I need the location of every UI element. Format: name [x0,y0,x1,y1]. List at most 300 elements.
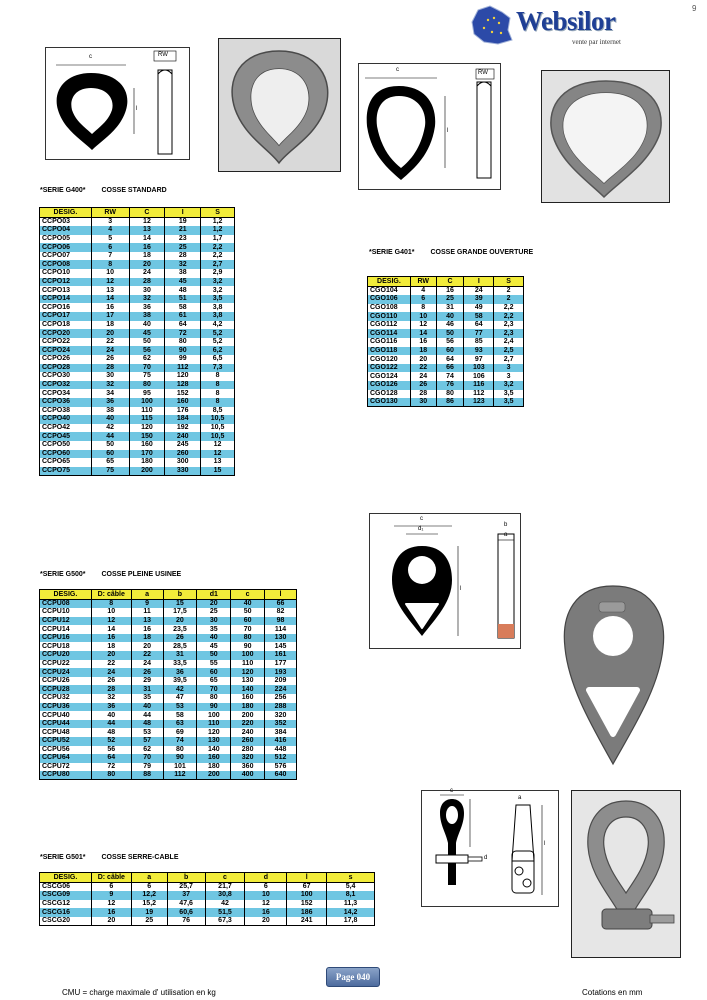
value-cell: 18 [129,252,165,261]
table-row [368,295,524,304]
value-cell: 24 [464,287,494,296]
value-cell: 10,5 [201,432,235,441]
dim-l-label: l [447,128,449,134]
value-cell: 48 [165,286,201,295]
column-header: l [287,873,327,883]
column-header: D: câble [91,590,131,600]
value-cell: 20 [131,642,163,651]
value-cell: 51 [165,295,201,304]
value-cell: 24 [410,372,436,381]
designation-cell: CGO108 [368,304,411,313]
dim-l-label: l [544,841,546,847]
designation-cell: CGO114 [368,329,411,338]
value-cell: 6 [131,883,167,892]
value-cell: 16 [245,908,287,917]
designation-cell: CGO110 [368,312,411,321]
value-cell: 8 [201,398,235,407]
value-cell: 61 [165,312,201,321]
value-cell: 38 [165,269,201,278]
value-cell: 576 [265,763,297,772]
value-cell: 8 [91,600,131,609]
value-cell: 180 [129,458,165,467]
value-cell: 40 [91,711,131,720]
value-cell: 47,6 [167,900,205,909]
value-cell: 82 [265,608,297,617]
value-cell: 80 [163,746,197,755]
dim-rw-label: RW [478,70,488,76]
dim-c-label: c [89,54,92,60]
value-cell: 360 [231,763,265,772]
value-cell: 5,2 [201,338,235,347]
value-cell: 260 [165,450,201,459]
designation-cell: CCPU32 [40,694,92,703]
value-cell: 2 [494,287,524,296]
series-title: COSSE PLEINE USINEE [101,571,182,578]
value-cell: 70 [197,685,231,694]
value-cell: 93 [464,347,494,356]
value-cell: 64 [464,321,494,330]
value-cell: 116 [464,381,494,390]
value-cell: 50 [129,338,165,347]
value-cell: 209 [265,677,297,686]
value-cell: 22 [131,651,163,660]
value-cell: 16 [91,908,131,917]
value-cell: 3,5 [494,398,524,407]
value-cell: 2 [494,295,524,304]
designation-cell: CCPO16 [40,303,92,312]
table-row [40,642,297,651]
dim-a-label: a [518,795,522,801]
value-cell: 32 [91,381,129,390]
value-cell: 8 [201,389,235,398]
table-row [368,321,524,330]
value-cell: 64 [165,321,201,330]
value-cell: 24 [131,660,163,669]
value-cell: 44 [91,720,131,729]
value-cell: 110 [231,660,265,669]
table-row [40,243,235,252]
websilor-logo [468,4,640,48]
value-cell: 60 [436,347,464,356]
value-cell: 416 [265,737,297,746]
value-cell: 3 [494,364,524,373]
value-cell: 38 [91,407,129,416]
designation-cell: CCPU40 [40,711,92,720]
value-cell: 63 [163,720,197,729]
value-cell: 140 [231,685,265,694]
column-header: b [163,590,197,600]
value-cell: 99 [165,355,201,364]
value-cell: 26 [163,634,197,643]
table-row [368,398,524,407]
designation-cell: CCPO26 [40,355,92,364]
value-cell: 145 [265,642,297,651]
value-cell: 180 [231,703,265,712]
value-cell: 44 [91,432,129,441]
designation-cell: CCPU56 [40,746,92,755]
value-cell: 67,3 [205,917,245,926]
value-cell: 64 [91,754,131,763]
designation-cell: CGO124 [368,372,411,381]
value-cell: 106 [464,372,494,381]
value-cell: 6,2 [201,346,235,355]
g501-drawing [421,790,559,907]
value-cell: 26 [410,381,436,390]
value-cell: 86 [436,398,464,407]
value-cell: 38 [129,312,165,321]
column-header: RW [410,277,436,287]
g401-table [367,276,524,407]
value-cell: 56 [129,346,165,355]
value-cell: 50 [231,608,265,617]
designation-cell: CCPO20 [40,329,92,338]
value-cell: 2,2 [201,252,235,261]
page-number-badge: Page 040 [326,967,380,987]
column-header: s [327,873,375,883]
value-cell: 200 [231,711,265,720]
table-row [368,312,524,321]
value-cell: 90 [231,642,265,651]
designation-cell: CCPO04 [40,226,92,235]
value-cell: 42 [163,685,197,694]
value-cell: 112 [464,390,494,399]
value-cell: 57 [131,737,163,746]
value-cell: 200 [197,771,231,780]
table-row [40,467,235,476]
table-row [40,269,235,278]
value-cell: 13 [91,286,129,295]
value-cell: 120 [231,668,265,677]
value-cell: 40 [131,703,163,712]
value-cell: 36 [129,303,165,312]
value-cell: 25 [165,243,201,252]
value-cell: 50 [436,329,464,338]
table-row [40,771,297,780]
value-cell: 8 [201,372,235,381]
value-cell: 88 [131,771,163,780]
value-cell: 152 [165,389,201,398]
value-cell: 3 [494,372,524,381]
value-cell: 17 [91,312,129,321]
value-cell: 58 [165,303,201,312]
value-cell: 100 [129,398,165,407]
value-cell: 110 [197,720,231,729]
value-cell: 15,2 [131,900,167,909]
table-row [40,278,235,287]
value-cell: 384 [265,728,297,737]
value-cell: 36 [91,398,129,407]
value-cell: 8,1 [327,891,375,900]
g500-photo [555,578,674,774]
designation-cell: CCPO18 [40,321,92,330]
designation-cell: CCPU14 [40,625,92,634]
value-cell: 112 [165,364,201,373]
value-cell: 2,7 [201,260,235,269]
value-cell: 39 [464,295,494,304]
table-row [368,364,524,373]
value-cell: 24 [91,668,131,677]
value-cell: 170 [129,450,165,459]
table-row [40,458,235,467]
value-cell: 26 [131,668,163,677]
value-cell: 8 [201,381,235,390]
value-cell: 24 [129,269,165,278]
designation-cell: CCPO07 [40,252,92,261]
value-cell: 100 [231,651,265,660]
value-cell: 2,5 [494,347,524,356]
value-cell: 5,4 [327,883,375,892]
value-cell: 16 [131,625,163,634]
value-cell: 161 [265,651,297,660]
column-header: DESIG. [40,873,92,883]
value-cell: 45 [165,278,201,287]
value-cell: 21 [165,226,201,235]
table-row [40,625,297,634]
value-cell: 100 [197,711,231,720]
designation-cell: CSCG12 [40,900,92,909]
value-cell: 30 [91,372,129,381]
value-cell: 22 [91,338,129,347]
g501-photo [571,790,681,958]
value-cell: 330 [165,467,201,476]
value-cell: 60 [231,617,265,626]
value-cell: 80 [197,694,231,703]
designation-cell: CCPO40 [40,415,92,424]
designation-cell: CGO120 [368,355,411,364]
value-cell: 16 [410,338,436,347]
value-cell: 90 [165,346,201,355]
value-cell: 70 [131,754,163,763]
table-row [40,677,297,686]
designation-cell: CGO122 [368,364,411,373]
value-cell: 352 [265,720,297,729]
value-cell: 56 [91,746,131,755]
table-row [40,608,297,617]
column-header: a [131,873,167,883]
g400-table [39,207,235,476]
value-cell: 300 [165,458,201,467]
designation-cell: CCPU16 [40,634,92,643]
value-cell: 8,5 [201,407,235,416]
value-cell: 2,7 [494,355,524,364]
value-cell: 47 [163,694,197,703]
value-cell: 6 [91,243,129,252]
table-row [40,711,297,720]
value-cell: 75 [91,467,129,476]
designation-cell: CCPO32 [40,381,92,390]
column-header: I [165,208,201,218]
dim-b-label: b [504,522,508,528]
series-code: *SERIE G501* [40,854,86,861]
value-cell: 53 [131,728,163,737]
value-cell: 19 [131,908,167,917]
value-cell: 23,5 [163,625,197,634]
value-cell: 74 [436,372,464,381]
value-cell: 9 [131,600,163,609]
value-cell: 160 [231,694,265,703]
column-header: b [167,873,205,883]
table-row [40,355,235,364]
value-cell: 130 [197,737,231,746]
value-cell: 10,5 [201,424,235,433]
value-cell: 37 [167,891,205,900]
value-cell: 65 [197,677,231,686]
column-header: D: câble [91,873,131,883]
table-row [368,390,524,399]
table-row [40,908,375,917]
value-cell: 12 [91,900,131,909]
value-cell: 5,2 [201,329,235,338]
value-cell: 42 [205,900,245,909]
table-row [40,617,297,626]
table-row [40,346,235,355]
value-cell: 36 [163,668,197,677]
value-cell: 110 [129,407,165,416]
value-cell: 31 [163,651,197,660]
value-cell: 60 [197,668,231,677]
dim-c-label: c [450,788,453,794]
table-row [40,364,235,373]
value-cell: 4,2 [201,321,235,330]
value-cell: 80 [231,634,265,643]
value-cell: 1,2 [201,218,235,227]
value-cell: 26 [91,355,129,364]
table-row [40,891,375,900]
value-cell: 72 [91,763,131,772]
value-cell: 114 [265,625,297,634]
dim-c-label: c [420,516,423,522]
table-row [40,746,297,755]
designation-cell: CCPO75 [40,467,92,476]
value-cell: 16 [91,303,129,312]
value-cell: 34 [91,389,129,398]
value-cell: 80 [129,381,165,390]
designation-cell: CCPO22 [40,338,92,347]
series-title: COSSE GRANDE OUVERTURE [430,249,534,256]
value-cell: 320 [265,711,297,720]
value-cell: 30 [197,617,231,626]
value-cell: 50 [91,441,129,450]
column-header: I [464,277,494,287]
value-cell: 177 [265,660,297,669]
value-cell: 25 [131,917,167,926]
designation-cell: CCPU44 [40,720,92,729]
dim-l-label: l [460,586,462,592]
value-cell: 115 [129,415,165,424]
value-cell: 3 [91,218,129,227]
designation-cell: CCPU08 [40,600,92,609]
designation-cell: CCPO06 [40,243,92,252]
table-row [40,441,235,450]
designation-cell: CCPO38 [40,407,92,416]
value-cell: 26 [91,677,131,686]
series-title: COSSE STANDARD [101,187,167,194]
table-row [40,424,235,433]
value-cell: 29 [131,677,163,686]
value-cell: 31 [436,304,464,313]
column-header: C [436,277,464,287]
value-cell: 32 [129,295,165,304]
value-cell: 35 [197,625,231,634]
value-cell: 60 [91,450,129,459]
designation-cell: CGO106 [368,295,411,304]
table-row [40,600,297,609]
designation-cell: CCPO34 [40,389,92,398]
value-cell: 25,7 [167,883,205,892]
value-cell: 69 [163,728,197,737]
value-cell: 80 [91,771,131,780]
value-cell: 42 [91,424,129,433]
value-cell: 12 [201,450,235,459]
table-row [40,235,235,244]
value-cell: 51,5 [205,908,245,917]
value-cell: 35 [131,694,163,703]
value-cell: 130 [231,677,265,686]
table-row [40,634,297,643]
value-cell: 56 [436,338,464,347]
value-cell: 48 [91,728,131,737]
g500-heading [40,571,181,578]
table-row [40,685,297,694]
value-cell: 6,5 [201,355,235,364]
units-note: Cotations en mm [582,988,643,997]
value-cell: 45 [197,642,231,651]
table-row [40,737,297,746]
table-row [40,252,235,261]
value-cell: 160 [197,754,231,763]
g401-heading [369,249,533,256]
g501-table [39,872,375,926]
value-cell: 52 [91,737,131,746]
designation-cell: CCPO50 [40,441,92,450]
value-cell: 152 [287,900,327,909]
value-cell: 120 [197,728,231,737]
designation-cell: CCPO65 [40,458,92,467]
value-cell: 6 [91,883,131,892]
designation-cell: CCPU80 [40,771,92,780]
value-cell: 245 [165,441,201,450]
value-cell: 3,8 [201,312,235,321]
value-cell: 40 [436,312,464,321]
value-cell: 14,2 [327,908,375,917]
value-cell: 64 [436,355,464,364]
value-cell: 65 [91,458,129,467]
designation-cell: CCPO60 [40,450,92,459]
value-cell: 12 [410,321,436,330]
value-cell: 3,2 [494,381,524,390]
g400-photo [218,38,341,172]
value-cell: 123 [464,398,494,407]
designation-cell: CGO118 [368,347,411,356]
table-row [40,432,235,441]
value-cell: 10,5 [201,415,235,424]
value-cell: 98 [265,617,297,626]
dim-d1-label: d₁ [418,526,424,532]
designation-cell: CSCG20 [40,917,92,926]
value-cell: 28 [410,390,436,399]
value-cell: 62 [131,746,163,755]
value-cell: 150 [129,432,165,441]
designation-cell: CCPO14 [40,295,92,304]
value-cell: 448 [265,746,297,755]
dim-c-label: c [396,67,399,73]
value-cell: 9 [91,891,131,900]
g401-drawing [358,63,501,190]
value-cell: 76 [436,381,464,390]
designation-cell: CCPU64 [40,754,92,763]
value-cell: 80 [436,390,464,399]
designation-cell: CGO130 [368,398,411,407]
